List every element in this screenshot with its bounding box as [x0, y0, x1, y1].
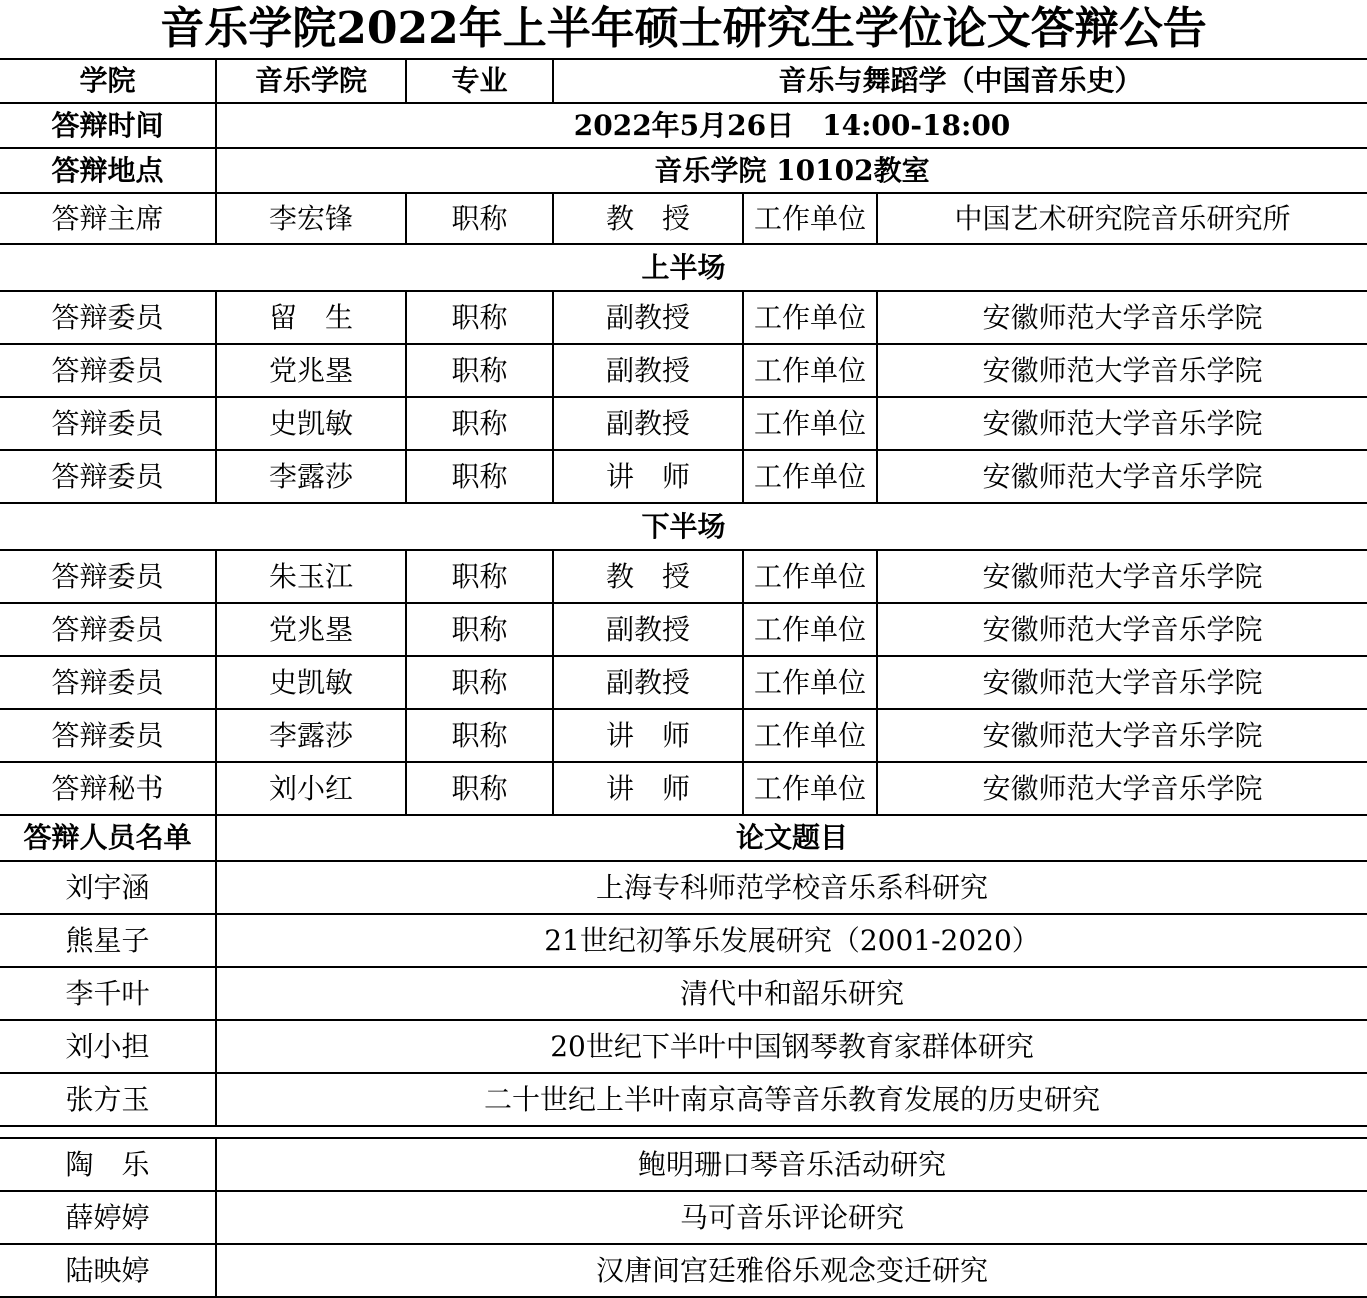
committee-row [0, 344, 1367, 397]
second-half-heading: 下半场 [0, 503, 1367, 550]
student-row [0, 1138, 1367, 1191]
student-row [0, 1191, 1367, 1244]
time-label: 答辩时间 [0, 103, 216, 148]
committee-row [0, 656, 1367, 709]
time-value: 2022年5月26日 14:00-18:00 [216, 103, 1367, 148]
chair-unit-label: 工作单位 [743, 193, 877, 244]
member-unit: 安徽师范大学音乐学院 [877, 709, 1367, 762]
member-unit-label: 工作单位 [743, 291, 877, 344]
chair-title: 教 授 [553, 193, 743, 244]
member-title: 教 授 [553, 550, 743, 603]
section-gap-row [0, 1126, 1367, 1138]
thesis-title: 清代中和韶乐研究 [216, 967, 1367, 1020]
member-name: 史凯敏 [216, 397, 406, 450]
committee-row [0, 709, 1367, 762]
student-name: 薛婷婷 [0, 1191, 216, 1244]
member-title: 副教授 [553, 603, 743, 656]
member-name: 党兆塁 [216, 603, 406, 656]
chair-unit: 中国艺术研究院音乐研究所 [877, 193, 1367, 244]
student-row [0, 861, 1367, 914]
member-unit-label: 工作单位 [743, 709, 877, 762]
member-title: 讲 师 [553, 450, 743, 503]
member-name: 刘小红 [216, 762, 406, 815]
student-name: 陶 乐 [0, 1138, 216, 1191]
place-row [0, 148, 1367, 193]
member-role: 答辩委员 [0, 709, 216, 762]
member-unit: 安徽师范大学音乐学院 [877, 344, 1367, 397]
committee-row [0, 550, 1367, 603]
member-title-label: 职称 [406, 291, 553, 344]
thesis-title: 20世纪下半叶中国钢琴教育家群体研究 [216, 1020, 1367, 1073]
college-major-row [0, 59, 1367, 103]
member-unit: 安徽师范大学音乐学院 [877, 550, 1367, 603]
member-unit-label: 工作单位 [743, 450, 877, 503]
student-row [0, 1020, 1367, 1073]
member-title-label: 职称 [406, 397, 553, 450]
member-title-label: 职称 [406, 550, 553, 603]
thesis-title: 21世纪初筝乐发展研究（2001-2020） [216, 914, 1367, 967]
member-unit: 安徽师范大学音乐学院 [877, 762, 1367, 815]
chair-name: 李宏锋 [216, 193, 406, 244]
committee-row [0, 397, 1367, 450]
chair-role: 答辩主席 [0, 193, 216, 244]
student-row [0, 1244, 1367, 1297]
member-role: 答辩委员 [0, 450, 216, 503]
student-name: 熊星子 [0, 914, 216, 967]
title-row [0, 0, 1367, 59]
thesis-title: 上海专科师范学校音乐系科研究 [216, 861, 1367, 914]
thesis-title: 马可音乐评论研究 [216, 1191, 1367, 1244]
member-unit: 安徽师范大学音乐学院 [877, 450, 1367, 503]
chair-row [0, 193, 1367, 244]
thesis-title-header: 论文题目 [216, 815, 1367, 861]
member-role: 答辩委员 [0, 550, 216, 603]
college-value: 音乐学院 [216, 59, 406, 103]
member-unit: 安徽师范大学音乐学院 [877, 291, 1367, 344]
member-title-label: 职称 [406, 344, 553, 397]
member-unit-label: 工作单位 [743, 656, 877, 709]
thesis-title: 汉唐间宫廷雅俗乐观念变迁研究 [216, 1244, 1367, 1297]
member-role: 答辩委员 [0, 603, 216, 656]
students-name-header: 答辩人员名单 [0, 815, 216, 861]
major-value: 音乐与舞蹈学（中国音乐史） [553, 59, 1367, 103]
student-row [0, 914, 1367, 967]
member-name: 党兆塁 [216, 344, 406, 397]
member-role: 答辩委员 [0, 656, 216, 709]
member-role: 答辩秘书 [0, 762, 216, 815]
member-unit-label: 工作单位 [743, 603, 877, 656]
member-title: 讲 师 [553, 762, 743, 815]
second-half-heading-row [0, 503, 1367, 550]
member-role: 答辩委员 [0, 397, 216, 450]
member-role: 答辩委员 [0, 291, 216, 344]
student-name: 刘宇涵 [0, 861, 216, 914]
committee-row [0, 291, 1367, 344]
member-unit-label: 工作单位 [743, 397, 877, 450]
member-unit: 安徽师范大学音乐学院 [877, 656, 1367, 709]
place-label: 答辩地点 [0, 148, 216, 193]
member-title-label: 职称 [406, 709, 553, 762]
member-title: 讲 师 [553, 709, 743, 762]
chair-title-label: 职称 [406, 193, 553, 244]
first-half-heading: 上半场 [0, 244, 1367, 291]
member-role: 答辩委员 [0, 344, 216, 397]
member-title-label: 职称 [406, 656, 553, 709]
thesis-title: 二十世纪上半叶南京高等音乐教育发展的历史研究 [216, 1073, 1367, 1126]
page-title: 音乐学院2022年上半年硕士研究生学位论文答辩公告 [0, 0, 1367, 59]
student-row [0, 1073, 1367, 1126]
member-title: 副教授 [553, 656, 743, 709]
member-unit-label: 工作单位 [743, 762, 877, 815]
section-gap [0, 1126, 1367, 1138]
member-title-label: 职称 [406, 603, 553, 656]
students-header-row [0, 815, 1367, 861]
committee-row [0, 450, 1367, 503]
major-label: 专业 [406, 59, 553, 103]
member-unit: 安徽师范大学音乐学院 [877, 397, 1367, 450]
student-name: 张方玉 [0, 1073, 216, 1126]
thesis-title: 鲍明珊口琴音乐活动研究 [216, 1138, 1367, 1191]
place-value: 音乐学院 10102教室 [216, 148, 1367, 193]
member-title: 副教授 [553, 344, 743, 397]
student-name: 刘小担 [0, 1020, 216, 1073]
member-name: 朱玉江 [216, 550, 406, 603]
first-half-heading-row [0, 244, 1367, 291]
member-title: 副教授 [553, 397, 743, 450]
member-unit-label: 工作单位 [743, 550, 877, 603]
member-name: 李露莎 [216, 709, 406, 762]
member-title-label: 职称 [406, 450, 553, 503]
member-name: 李露莎 [216, 450, 406, 503]
time-row [0, 103, 1367, 148]
member-name: 留 生 [216, 291, 406, 344]
student-row [0, 967, 1367, 1020]
member-title-label: 职称 [406, 762, 553, 815]
member-unit-label: 工作单位 [743, 344, 877, 397]
student-name: 陆映婷 [0, 1244, 216, 1297]
student-name: 李千叶 [0, 967, 216, 1020]
member-name: 史凯敏 [216, 656, 406, 709]
committee-row [0, 603, 1367, 656]
member-unit: 安徽师范大学音乐学院 [877, 603, 1367, 656]
secretary-row [0, 762, 1367, 815]
college-label: 学院 [0, 59, 216, 103]
member-title: 副教授 [553, 291, 743, 344]
